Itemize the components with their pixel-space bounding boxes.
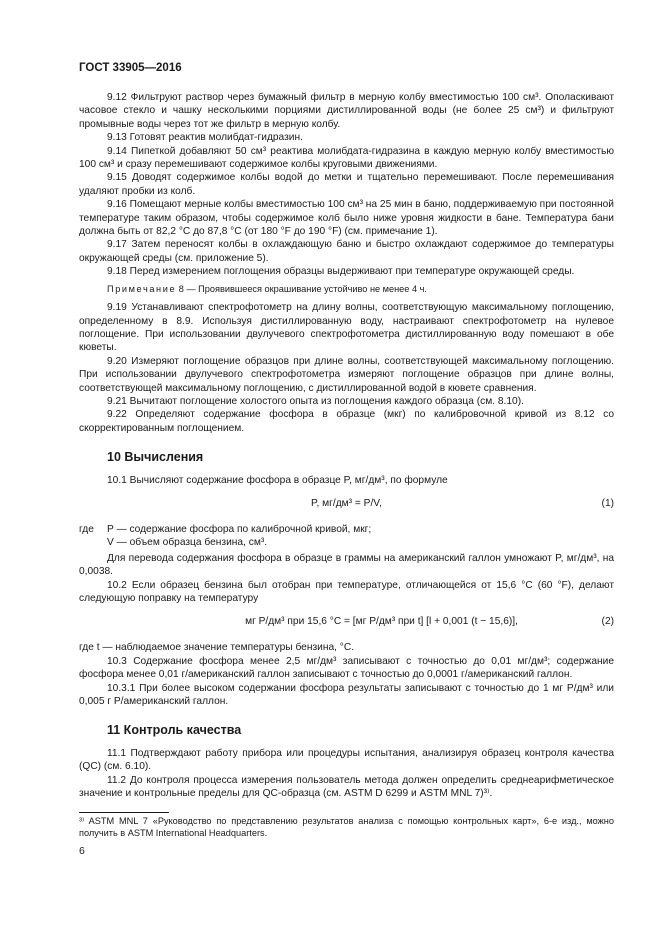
formula-2: [79, 615, 614, 629]
paragraph-9-19: 9.19 Устанавливают спектрофотометр на длину волны, соответствующую максимальному поглощению, определенному в 8.9. Используя дистиллированную воду, настраивают спектрофотометр на нулевое поглощение. При использовании двулучевого спектрофотометра дистиллированную воду помешают в обе кюветы.: [79, 302, 614, 354]
paragraph-10-3-1: 10.3.1 При более высоком содержании фосфора результаты записывают с точностью до 1 мг P/дм³ или 0,005 г P/американский галлон.: [79, 682, 614, 708]
formula-1-number: (1): [601, 497, 614, 509]
paragraph-9-13: 9.13 Готовят реактив молибдат-гидразин.: [107, 132, 303, 144]
paragraph-9-18: 9.18 Перед измерением поглощения образцы выдерживают при температуре окружающей среды.: [107, 266, 575, 278]
where-block: [79, 523, 614, 536]
paragraph-10-3: 10.3 Содержание фосфора менее 2,5 мг/дм³ записывают с точностью до 0,01 мг/дм³; содержание фосфора менее 0,01 г/американский галлон записывают с точностью до 0,0001 г/американский галлон.: [79, 655, 614, 681]
where-word: где: [79, 523, 94, 535]
where-p: P — содержание фосфора по калиброчной кривой, мкг;: [107, 523, 372, 535]
paragraph-9-15: 9.15 Доводят содержимое колбы водой до метки и тщательно перемешивают. После перемешивания удаляют пробки из колб.: [79, 172, 614, 197]
paragraph-10-2: 10.2 Если образец бензина был отобран при температуре, отличающейся от 15,6 °C (60 °F), делают следующую поправку на температуру: [79, 579, 614, 604]
paragraph-10-1-conversion: Для перевода содержания фосфора в образце в граммы на американский галлон умножают P, мг/дм³, на 0,0038.: [79, 552, 614, 578]
formula-2-number: (2): [601, 616, 614, 628]
note-label: Примечание: [107, 283, 177, 294]
paragraph-10-1: 10.1 Вычисляют содержание фосфора в образце P, мг/дм³, по формуле: [107, 474, 448, 486]
paragraph-9-16: 9.16 Помещают мерные колбы вместимостью 100 см³ на 25 мин в баню, поддерживаемую при постоянной температуре таким образом, чтобы содержимое колб было ниже уровня жидкости в бане. Температура бани должна быть от 82,2 °C до 87,8 °C (от 180 °F до 190 °F) (см. примечание 1).: [79, 199, 614, 238]
paragraph-9-17: 9.17 Затем переносят колбы в охлаждающую баню и быстро охлаждают содержимое до температуры окружающей среды (см. приложение 5).: [79, 239, 614, 264]
formula-1-expression: P, мг/дм³ = P/V,: [311, 497, 382, 509]
paragraph-11-2: 11.2 До контроля процесса измерения пользователь метода должен определить среднеарифметическое значение и контрольные пределы для QC-образца (см. ASTM D 6299 и ASTM MNL 7)³⁾.: [79, 774, 614, 800]
footnote: ³⁾ ASTM MNL 7 «Руководство по представлению результатов анализа с помощью контрольных карт», 6-е изд., можно получить в ASTM International Headquarters.: [79, 816, 614, 838]
page-number: 6: [79, 845, 85, 857]
paragraph-9-22: 9.22 Определяют содержание фосфора в образце (мкг) по калибровочной кривой из 8.12 со скорректированным поглощением.: [79, 409, 614, 434]
section-11-title: 11 Контроль качества: [107, 723, 242, 738]
where-v: V — объем образца бензина, см³.: [107, 537, 268, 549]
formula-1: [79, 497, 614, 511]
paragraph-9-21: 9.21 Вычитают поглощение холостого опыта из поглощения каждого образца (см. 8.10).: [107, 395, 524, 407]
document-header: ГОСТ 33905—2016: [79, 62, 182, 74]
paragraph-9-12: 9.12 Фильтруют раствор через бумажный фильтр в мерную колбу вместимостью 100 см³. Ополаскивают часовое стекло и чашку несколькими порциями дистиллированной воды (не более 25 см³) и фильтруют промывные воды через тот же фильтр в мерную колбу.: [79, 92, 614, 130]
where-t: где t — наблюдаемое значение температуры бензина, °C.: [79, 642, 355, 654]
note-text: 8 — Проявившееся окрашивание устойчиво не менее 4 ч.: [178, 283, 427, 294]
footnote-divider: [79, 812, 169, 813]
section-10-title: 10 Вычисления: [107, 450, 204, 465]
page-body: [79, 91, 614, 800]
paragraph-9-20: 9.20 Измеряют поглощение образцов при длине волны, соответствующей максимальному поглощению. При использовании двулучевого спектрофотометра измеряют поглощение образцов при длине волны, соответствующей максимальному поглощению, с дистиллированной водой в кювете сравнения.: [79, 355, 614, 394]
paragraph-9-14: 9.14 Пипеткой добавляют 50 см³ реактива молибдата-гидразина в каждую мерную колбу вместимостью 100 см³ и сразу перемешивают содержимое колбы круговыми движениями.: [79, 145, 614, 171]
formula-2-expression: мг P/дм³ при 15,6 °C = [мг P/дм³ при t] [l + 0,001 (t − 15,6)],: [245, 616, 518, 628]
paragraph-11-1: 11.1 Подтверждают работу прибора или процедуры испытания, анализируя образец контроля качества (QC) (см. 6.10).: [79, 747, 614, 773]
note-8: [79, 283, 614, 296]
